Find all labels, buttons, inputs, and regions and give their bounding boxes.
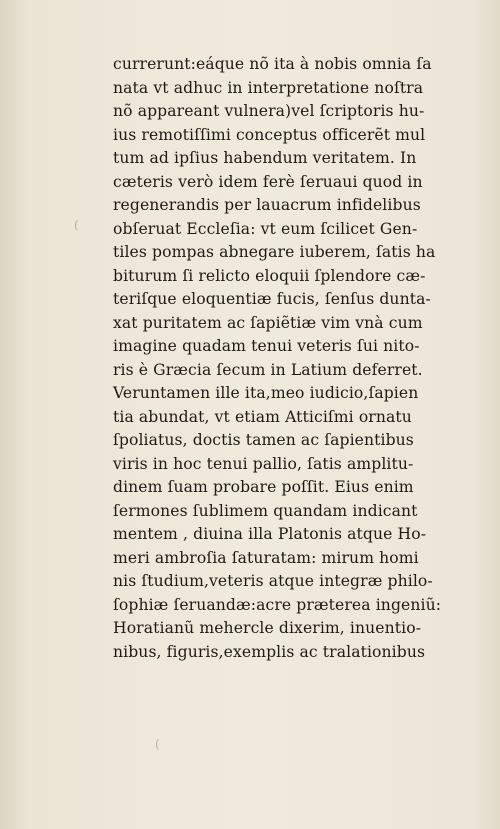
text-line: tum ad ipſius habendum veritatem. In bbox=[113, 149, 417, 167]
text-line: ſermones ſublimem quandam indicant bbox=[113, 501, 418, 520]
text-line: teriſque eloquentiæ fucis, ſenſus dunta- bbox=[113, 290, 431, 308]
text-line: dinem ſuam probare poſſit. Eius enim bbox=[113, 478, 414, 496]
text-line: viris in hoc tenui pallio, ſatis amplitu- bbox=[113, 454, 414, 473]
text-line: xat puritatem ac ſapiẽtiæ vim vnà cum bbox=[113, 313, 423, 332]
text-line: biturum ſi relicto eloquii ſplendore cæ- bbox=[113, 266, 426, 285]
text-line: tia abundat, vt etiam Atticiſmi ornatu bbox=[113, 407, 412, 426]
text-block bbox=[113, 53, 458, 664]
text-line: nõ appareant vulnera)vel ſcriptoris hu- bbox=[113, 102, 425, 120]
margin-mark-bottom: ( bbox=[155, 737, 160, 751]
text-line: tiles pompas abnegare iuberem, ſatis ha bbox=[113, 243, 436, 261]
text-line: nis ſtudium,veteris atque integræ philo- bbox=[113, 572, 433, 590]
text-line: imagine quadam tenui veteris ſui nito- bbox=[113, 337, 420, 355]
text-line: ſpoliatus, doctis tamen ac ſapientibus bbox=[113, 431, 414, 449]
margin-mark: ( bbox=[74, 218, 79, 232]
text-line: cæteris verò idem ferè ſeruaui quod in bbox=[113, 172, 423, 191]
text-line: nata vt adhuc in interpretatione noſtra bbox=[113, 78, 424, 97]
text-line: ius remotiſſimi conceptus officerẽt mul bbox=[113, 125, 426, 144]
text-line: currerunt:eáque nõ ita à nobis omnia ſa bbox=[113, 55, 432, 73]
text-line: Veruntamen ille ita,meo iudicio,ſapien bbox=[113, 384, 419, 402]
text-line: mentem , diuina illa Platonis atque Ho- bbox=[113, 525, 427, 543]
text-line: regenerandis per lauacrum infidelibus bbox=[113, 196, 421, 214]
text-line: nibus, figuris,exemplis ac tralationibus bbox=[113, 642, 426, 661]
text-line: ſophiæ ſeruandæ:acre præterea ingeniũ: bbox=[113, 595, 442, 614]
text-line: obſeruat Eccleſia: vt eum ſcilicet Gen- bbox=[113, 219, 418, 238]
text-line: Horatianũ mehercle dixerim, inuentio- bbox=[113, 619, 422, 637]
text-line: meri ambroſia ſaturatam: mirum homi bbox=[113, 548, 419, 567]
text-line: ris è Græcia ſecum in Latium deferret. bbox=[113, 360, 423, 379]
